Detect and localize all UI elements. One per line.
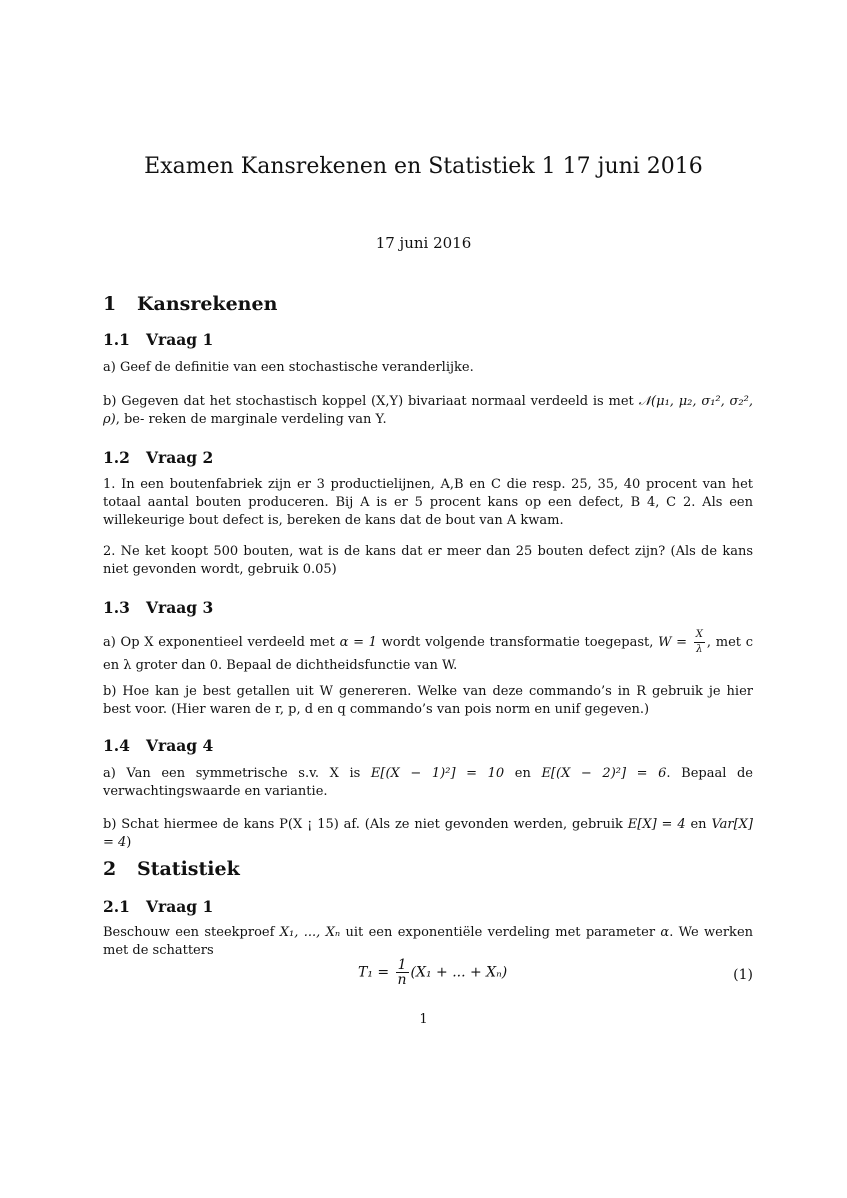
question-paragraph xyxy=(103,816,753,852)
math-expression: X₁, ..., Xₙ xyxy=(279,925,341,940)
text-run: a) Van een symmetrische s.v. X is xyxy=(103,766,371,781)
document-date: 17 juni 2016 xyxy=(375,234,472,252)
subsection-title: Vraag 3 xyxy=(146,598,214,617)
equation-body xyxy=(358,958,507,987)
section-heading xyxy=(103,858,240,880)
math-fraction xyxy=(396,958,409,987)
question-paragraph: 2. Ne ket koopt 500 bouten, wat is de kans dat er meer dan 25 bouten defect zijn? (Als de kans niet gevonden wordt, gebruik 0.05) xyxy=(103,544,753,577)
section-title: Kansrekenen xyxy=(137,293,278,315)
question-paragraph xyxy=(103,924,753,960)
subsection-number: 1.3 xyxy=(103,598,130,617)
text-run: . We werken met de schatters xyxy=(103,925,754,958)
math-expression: W = xyxy=(658,635,688,650)
question-paragraph: a) Geef de definitie van een stochastische veranderlijke. xyxy=(103,360,474,375)
equation-number: (1) xyxy=(733,967,753,983)
text-run: en xyxy=(504,766,542,781)
fraction-denominator: n xyxy=(397,972,407,988)
question-paragraph: 1. In een boutenfabriek zijn er 3 productielijnen, A,B en C die resp. 25, 35, 40 procent van het totaal aantal bouten produceren. Bij A is er 5 procent kans op een defect, B 4, C 2. Als een willekeurige bout defect is, bereken de kans dat de bout van A kwam. xyxy=(103,477,753,528)
math-expression: E[(X − 1)²] = 10 xyxy=(370,766,505,781)
text-run: Beschouw een steekproef xyxy=(103,925,280,940)
math-expression: E[(X − 2)²] = 6 xyxy=(541,766,667,781)
subsection-number: 2.1 xyxy=(103,897,130,916)
math-expression: Var[X] = 4 xyxy=(103,817,753,850)
text-run: . Bepaal de verwachtingswaarde en variantie. xyxy=(103,766,753,799)
text-run: uit een exponentiële verdeling met parameter xyxy=(340,925,661,940)
math-fraction xyxy=(694,628,705,657)
text-run: , met c en λ groter dan 0. Bepaal de dichtheidsfunctie van W. xyxy=(103,635,753,673)
question-paragraph xyxy=(103,765,753,801)
section-number: 2 xyxy=(103,858,117,880)
fraction-numerator: 1 xyxy=(397,957,407,973)
subsection-title: Vraag 1 xyxy=(146,897,214,916)
equation-rhs: (X₁ + ... + Xₙ) xyxy=(410,964,508,981)
text-run: a) Op X exponentieel verdeeld met xyxy=(103,635,340,650)
subsection-title: Vraag 2 xyxy=(146,448,214,467)
equation xyxy=(103,958,753,998)
question-paragraph xyxy=(103,393,753,429)
math-expression: 𝒩(μ₁, μ₂, σ₁², σ₂², ρ) xyxy=(103,394,753,427)
page-number: 1 xyxy=(419,1012,428,1027)
math-expression: E[X] = 4 xyxy=(627,817,686,832)
fraction-denominator: λ xyxy=(696,644,703,655)
subsection-number: 1.4 xyxy=(103,736,130,755)
subsection-number: 1.1 xyxy=(103,330,130,349)
text-run: wordt volgende transformatie toegepast, xyxy=(376,635,659,650)
subsection-heading xyxy=(103,736,213,755)
math-expression: α = 1 xyxy=(339,635,377,650)
subsection-heading xyxy=(103,598,213,617)
subsection-number: 1.2 xyxy=(103,448,130,467)
subsection-heading xyxy=(103,897,213,916)
subsection-heading xyxy=(103,448,213,467)
section-title: Statistiek xyxy=(137,858,240,880)
text-run: ) xyxy=(126,835,132,850)
text-run: b) Gegeven dat het stochastisch koppel (X,Y) bivariaat normaal verdeeld is met xyxy=(103,394,639,409)
subsection-heading xyxy=(103,330,213,349)
subsection-title: Vraag 1 xyxy=(146,330,214,349)
math-expression: α xyxy=(660,925,670,940)
document-title: Examen Kansrekenen en Statistiek 1 17 juni 2016 xyxy=(144,154,703,179)
equation-lhs: T₁ = xyxy=(358,964,390,981)
section-heading xyxy=(103,293,277,315)
question-paragraph: b) Hoe kan je best getallen uit W genereren. Welke van deze commando’s in R gebruik je hier best voor. (Hier waren de r, p, d en q commando’s van pois norm en unif gegeven.) xyxy=(103,684,753,717)
text-run: en xyxy=(685,817,712,832)
text-run: b) Schat hiermee de kans P(X ¡ 15) af. (Als ze niet gevonden werden, gebruik xyxy=(103,817,628,832)
fraction-numerator: X xyxy=(694,628,705,643)
subsection-title: Vraag 4 xyxy=(146,736,214,755)
text-run: , be- reken de marginale verdeling van Y. xyxy=(115,412,387,427)
section-number: 1 xyxy=(103,293,117,315)
question-paragraph xyxy=(103,628,753,675)
